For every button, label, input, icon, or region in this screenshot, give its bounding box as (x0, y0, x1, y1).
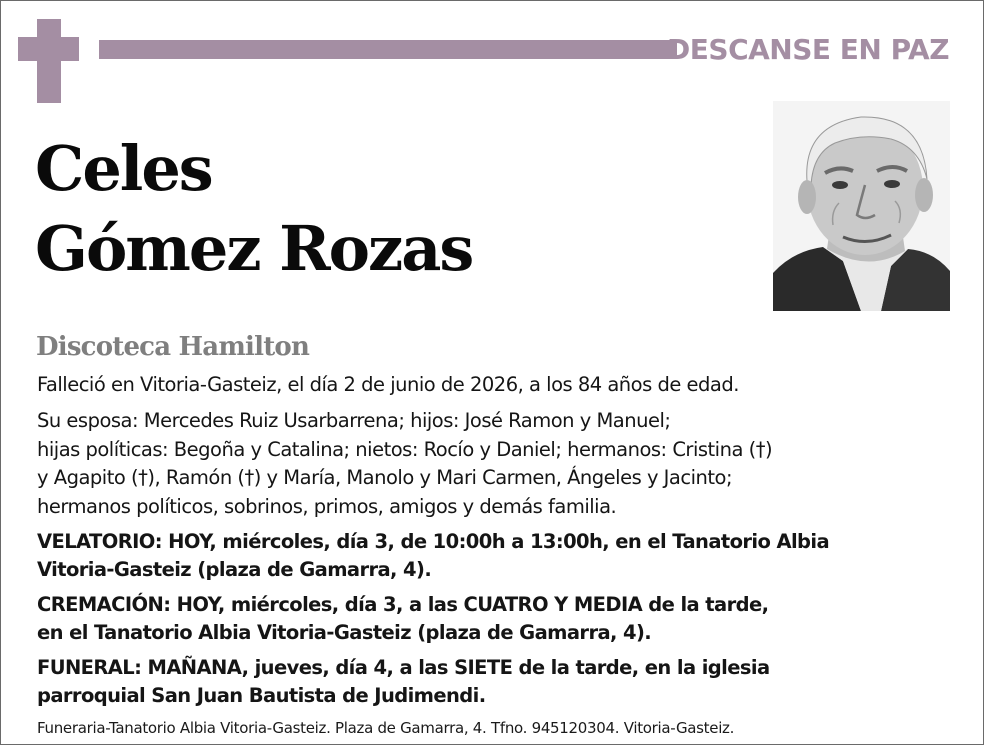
cross-icon (37, 19, 61, 103)
velatorio-line: VELATORIO: HOY, miércoles, día 3, de 10:00h a 13:00h, en el Tanatorio Albia (37, 530, 830, 553)
cross-icon-bar (18, 37, 79, 61)
funeral-section (37, 654, 957, 709)
cremacion-section (37, 591, 957, 646)
funeral-line: parroquial San Juan Bautista de Judimendi. (37, 683, 486, 707)
velatorio-line: Vitoria-Gasteiz (plaza de Gamarra, 4). (37, 557, 432, 581)
funeral-home-footer: Funeraria-Tanatorio Albia Vitoria-Gasteiz. Plaza de Gamarra, 4. Tfno. 945120304. Vitoria-Gasteiz. (37, 719, 735, 737)
death-notice-text: Falleció en Vitoria-Gasteiz, el día 2 de junio de 2026, a los 84 años de edad. (37, 373, 739, 396)
notice-body (37, 371, 957, 709)
deceased-surnames: Gómez Rozas (35, 212, 473, 285)
family-line: Su esposa: Mercedes Ruiz Usarbarrena; hijos: José Ramon y Manuel; (37, 409, 671, 432)
cremacion-line: en el Tanatorio Albia Vitoria-Gasteiz (plaza de Gamarra, 4). (37, 620, 652, 644)
deceased-name (35, 129, 472, 289)
funeral-line: FUNERAL: MAÑANA, jueves, día 4, a las SIETE de la tarde, en la iglesia (37, 656, 770, 679)
portrait-photo (773, 101, 950, 311)
deceased-first-name: Celes (35, 132, 212, 205)
cremacion-line: CREMACIÓN: HOY, miércoles, día 3, a las CUATRO Y MEDIA de la tarde, (37, 593, 769, 616)
velatorio-section (37, 528, 957, 583)
header-label: DESCANSE EN PAZ (667, 33, 949, 66)
family-line: y Agapito (†), Ramón (†) y María, Manolo y Mari Carmen, Ángeles y Jacinto; (37, 466, 733, 489)
subtitle-business: Discoteca Hamilton (36, 332, 310, 362)
family-line: hijas políticas: Begoña y Catalina; nietos: Rocío y Daniel; hermanos: Cristina (†) (37, 437, 773, 461)
header-divider-bar (99, 40, 677, 59)
family-line: hermanos políticos, sobrinos, primos, amigos y demás familia. (37, 494, 617, 518)
